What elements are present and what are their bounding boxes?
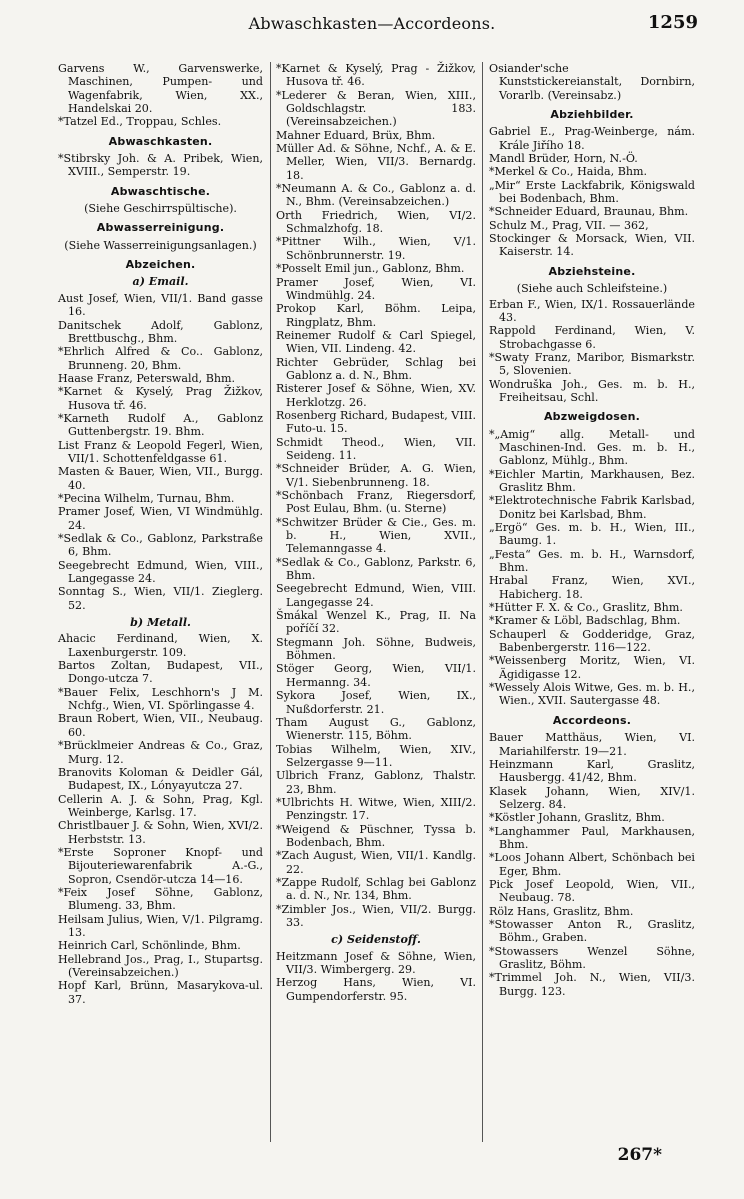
directory-entry: *Stibrsky Joh. & A. Pribek, Wien, XVIII., Semperstr. 19. (58, 152, 263, 179)
directory-entry: *Merkel & Co., Haida, Bhm. (489, 165, 648, 179)
directory-entry: *Erste Soproner Knopf- und Bijouteriewarenfabrik A.-G., Sopron, Csendör-utcza 14—16. (58, 845, 263, 886)
directory-entry: Orth Friedrich, Wien, VI/2. Schmalzhofg. 18. (276, 208, 476, 236)
directory-entry: Masten & Bauer, Wien, VII., Burgg. 40. (58, 465, 263, 492)
directory-entry: Garvens W., Garvenswerke, Maschinen, Pumpen- und Wagenfabrik, Wien, XX., Handelskai 20. (58, 62, 263, 116)
directory-entry: *Köstler Johann, Graslitz, Bhm. (489, 811, 665, 825)
directory-entry: Hellebrand Jos., Prag, I., Stupartsg. (Vereinsabzeichen.) (58, 952, 263, 979)
directory-entry: *Lederer & Beran, Wien, XIII., Goldschlagstr. 183. (Vereinsabzeichen.) (276, 88, 476, 129)
directory-entry: *Hütter F. X. & Co., Graslitz, Bhm. (489, 601, 683, 615)
running-title: Abwaschkasten—Accordeons. (248, 14, 496, 33)
directory-entry: *Elektrotechnische Fabrik Karlsbad, Donitz bei Karlsbad, Bhm. (489, 494, 695, 521)
footer-page-number: 267* (617, 1145, 662, 1165)
directory-entry: Pramer Josef, Wien, VI Windmühlg. 24. (58, 505, 263, 532)
directory-entry: Aust Josef, Wien, VII/1. Band gasse 16. (58, 291, 263, 319)
directory-entry: Schmidt Theod., Wien, VII. Seideng. 11. (276, 435, 476, 462)
directory-entry: *Weigend & Püschner, Tyssa b. Bodenbach, Bhm. (276, 822, 476, 849)
directory-entry: Sonntag S., Wien, VII/1. Zieglerg. 52. (58, 585, 263, 612)
directory-entry: *Karneth Rudolf A., Gablonz Guttenbergstr. 19. Bhm. (58, 411, 263, 439)
directory-entry: Stöger Georg, Wien, VII/1. Hermanng. 34. (276, 662, 476, 689)
directory-entry: *Sedlak & Co., Gablonz, Parkstraße 6, Bhm. (58, 532, 263, 559)
directory-entry: Sykora Josef, Wien, IX., Nußdorferstr. 21. (276, 689, 476, 716)
directory-entry: „Mir“ Erste Lackfabrik, Königswald bei Bodenbach, Bhm. (489, 178, 695, 206)
section-heading: Abwaschkasten. (108, 134, 213, 148)
directory-entry: Risterer Josef & Söhne, Wien, XV. Herklotzg. 26. (276, 382, 476, 409)
column-rule (482, 62, 483, 1142)
directory-entry: Mahner Eduard, Brüx, Bhm. (276, 128, 436, 142)
directory-entry: *Swaty Franz, Maribor, Bismarkstr. 5, Slovenien. (489, 350, 695, 378)
directory-entry: *Bauer Felix, Leschhorn's J M. Nchfg., Wien, VI. Spörlingasse 4. (58, 685, 263, 713)
directory-entry: Reinemer Rudolf & Carl Spiegel, Wien, VII. Lindeng. 42. (276, 328, 476, 356)
directory-entry: Hopf Karl, Brünn, Masarykova-ul. 37. (58, 979, 263, 1006)
directory-entry: Heinzmann Karl, Graslitz, Hausbergg. 41/42, Bhm. (489, 757, 695, 785)
directory-entry: *Ulbrichts H. Witwe, Wien, XIII/2. Penzingstr. 17. (276, 795, 476, 823)
directory-entry: *Langhammer Paul, Markhausen, Bhm. (489, 824, 695, 851)
subsection-heading: a) Email. (132, 275, 189, 289)
directory-entry: Seegebrecht Edmund, Wien, VIII. Langegasse 24. (276, 582, 476, 609)
directory-entry: Stegmann Joh. Söhne, Budweis, Böhmen. (276, 635, 476, 663)
directory-entry: *Schwitzer Brüder & Cie., Ges. m. b. H., Wien, XVII., Telemanngasse 4. (276, 515, 476, 556)
subsection-heading: c) Seidenstoff. (331, 933, 421, 947)
directory-entry: Heilsam Julius, Wien, V/1. Pilgramg. 13. (58, 912, 263, 939)
section-heading: Abwaschtische. (110, 184, 211, 198)
section-heading: Abziehbilder. (550, 108, 634, 122)
directory-entry: Schulz M., Prag, VII. — 362, (489, 218, 649, 232)
directory-entry: Tobias Wilhelm, Wien, XIV., Selzergasse 9—11. (276, 742, 476, 769)
directory-entry: *Weissenberg Moritz, Wien, VI. Ägidigasse 12. (489, 654, 695, 681)
directory-entry: *Stowassers Wenzel Söhne, Graslitz, Böhm. (489, 944, 695, 971)
cross-reference-note: (Siehe Wasserreinigungsanlagen.) (64, 238, 257, 252)
directory-entry: *Trimmel Joh. N., Wien, VII/3. Burgg. 123. (489, 971, 695, 998)
section-heading: Abzweigdosen. (543, 410, 641, 424)
directory-entry: Richter Gebrüder, Schlag bei Gablonz a. d. N., Bhm. (276, 355, 476, 382)
directory-entry: *Schönbach Franz, Riegersdorf, Post Eulau, Bhm. (u. Sterne) (276, 489, 476, 516)
directory-entry: Heitzmann Josef & Söhne, Wien, VII/3. Wimbergerg. 29. (276, 949, 476, 977)
directory-entry: *Karnet & Kyselý, Prag Žižkov, Husova tř. 46. (58, 385, 263, 412)
directory-entry: Bartos Zoltan, Budapest, VII., Dongo-utcza 7. (58, 659, 263, 686)
directory-entry: Erban F., Wien, IX/1. Rossauerlände 43. (489, 297, 695, 324)
column-rule (270, 62, 271, 1142)
directory-entry: Rappold Ferdinand, Wien, V. Strobachgasse 6. (489, 324, 695, 351)
directory-entry: *Zimbler Jos., Wien, VII/2. Burgg. 33. (276, 902, 476, 929)
directory-entry: *Zappe Rudolf, Schlag bei Gablonz a. d. N., Nr. 134, Bhm. (276, 875, 476, 903)
subsection-heading: b) Metall. (130, 616, 191, 630)
cross-reference-note: (Siehe auch Schleifsteine.) (516, 282, 668, 296)
directory-entry: *Feix Josef Söhne, Gablonz, Blumeng. 33, Bhm. (58, 885, 263, 913)
directory-entry: *Karnet & Kyselý, Prag - Žižkov, Husova tř. 46. (276, 62, 476, 89)
directory-entry: Christlbauer J. & Sohn, Wien, XVI/2. Herbststr. 13. (58, 819, 263, 846)
directory-entry: Cellerin A. J. & Sohn, Prag, Kgl. Weinberge, Karlsg. 17. (58, 792, 263, 819)
directory-entry: *Eichler Martin, Markhausen, Bez. Graslitz Bhm. (489, 467, 695, 494)
directory-entry: *Wessely Alois Witwe, Ges. m. b. H., Wien., XVII. Sautergasse 48. (489, 681, 695, 708)
directory-entry: Pramer Josef, Wien, VI. Windmühlg. 24. (276, 275, 476, 302)
column-left (58, 62, 263, 1006)
directory-entry: Ahacic Ferdinand, Wien, X. Laxenburgerstr. 109. (58, 632, 263, 659)
directory-entry: List Franz & Leopold Fegerl, Wien, VII/1. Schottenfeldgasse 61. (58, 438, 263, 465)
directory-entry: Tham August G., Gablonz, Wienerstr. 115, Böhm. (276, 715, 476, 743)
directory-entry: „Festa“ Ges. m. b. H., Warnsdorf, Bhm. (489, 547, 695, 575)
page-number: 1259 (647, 12, 698, 33)
column-right (489, 62, 695, 998)
directory-entry: Schauperl & Godderidge, Graz, Babenbergerstr. 116—122. (489, 627, 695, 655)
directory-entry: *Pecina Wilhelm, Turnau, Bhm. (58, 491, 235, 505)
section-heading: Abzeichen. (125, 258, 196, 272)
directory-entry: Bauer Matthäus, Wien, VI. Mariahilferstr. 19—21. (489, 731, 695, 758)
section-heading: Abwasserreinigung. (96, 221, 225, 235)
directory-entry: Braun Robert, Wien, VII., Neubaug. 60. (58, 712, 263, 739)
directory-entry: *Zach August, Wien, VII/1. Kandlg. 22. (276, 849, 476, 876)
directory-entry: *Neumann A. & Co., Gablonz a. d. N., Bhm. (Vereinsabzeichen.) (276, 182, 476, 209)
directory-entry: Osiander'sche Kunststickereianstalt, Dornbirn, Vorarlb. (Vereinsabz.) (489, 62, 695, 102)
directory-entry: *Pittner Wilh., Wien, V/1. Schönbrunnerstr. 19. (276, 235, 476, 262)
directory-entry: *Schneider Brüder, A. G. Wien, V/1. Siebenbrunneng. 18. (276, 462, 476, 489)
directory-entry: Prokop Karl, Böhm. Leipa, Ringplatz, Bhm. (276, 302, 476, 329)
directory-entry: *Brücklmeier Andreas & Co., Graz, Murg. 12. (58, 739, 263, 766)
directory-entry: Gabriel E., Prag-Weinberge, nám. Krále Jiřího 18. (489, 125, 695, 152)
directory-entry: Stockinger & Morsack, Wien, VII. Kaiserstr. 14. (489, 232, 695, 259)
directory-entry: *Ehrlich Alfred & Co.. Gablonz, Brunneng. 20, Bhm. (58, 345, 263, 372)
directory-entry: *Kramer & Löbl, Badschlag, Bhm. (489, 614, 681, 628)
directory-entry: Pick Josef Leopold, Wien, VII., Neubaug. 78. (489, 877, 695, 905)
column-middle (276, 62, 476, 1003)
directory-entry: Heinrich Carl, Schönlinde, Bhm. (58, 939, 241, 953)
directory-entry: *Schneider Eduard, Braunau, Bhm. (489, 205, 689, 219)
directory-entry: *Loos Johann Albert, Schönbach bei Eger, Bhm. (489, 851, 695, 878)
directory-entry: Mandl Brüder, Horn, N.-Ö. (489, 152, 638, 166)
directory-entry: Danitschek Adolf, Gablonz, Brettbuschg., Bhm. (58, 318, 263, 345)
directory-entry: Branovits Koloman & Deidler Gál, Budapest, IX., Lónyayutcza 27. (58, 765, 263, 793)
directory-entry: Wondruška Joh., Ges. m. b. H., Freiheitsau, Schl. (489, 377, 695, 404)
directory-entry: Šmákal Wenzel K., Prag, II. Na poříčí 32. (276, 609, 476, 636)
directory-entry: Rölz Hans, Graslitz, Bhm. (489, 904, 634, 918)
directory-entry: „Ergö“ Ges. m. b. H., Wien, III., Baumg. 1. (489, 521, 695, 548)
section-heading: Accordeons. (552, 713, 632, 727)
directory-entry: Müller Ad. & Söhne, Nchf., A. & E. Meller, Wien, VII/3. Bernardg. 18. (276, 142, 476, 182)
directory-entry: Hrabal Franz, Wien, XVI., Habicherg. 18. (489, 574, 695, 601)
directory-entry: Rosenberg Richard, Budapest, VIII. Futo-u. 15. (276, 408, 476, 436)
directory-entry: *Tatzel Ed., Troppau, Schles. (58, 115, 222, 129)
directory-entry: Ulbrich Franz, Gablonz, Thalstr. 23, Bhm. (276, 769, 476, 796)
cross-reference-note: (Siehe Geschirrspültische). (84, 202, 237, 216)
directory-entry: Klasek Johann, Wien, XIV/1. Selzerg. 84. (489, 784, 695, 811)
directory-entry: *Posselt Emil jun., Gablonz, Bhm. (276, 262, 465, 276)
directory-entry: Haase Franz, Peterswald, Bhm. (58, 371, 236, 385)
section-heading: Abziehsteine. (548, 264, 636, 278)
directory-entry: *„Amig“ allg. Metall- und Maschinen-Ind. Ges. m. b. H., Gablonz, Mühlg., Bhm. (489, 427, 695, 468)
directory-entry: *Sedlak & Co., Gablonz, Parkstr. 6, Bhm. (276, 555, 476, 583)
directory-entry: *Stowasser Anton R., Graslitz, Böhm., Graben. (489, 917, 695, 945)
directory-entry: Seegebrecht Edmund, Wien, VIII., Langegasse 24. (58, 558, 263, 586)
directory-entry: Herzog Hans, Wien, VI. Gumpendorferstr. 95. (276, 976, 476, 1003)
